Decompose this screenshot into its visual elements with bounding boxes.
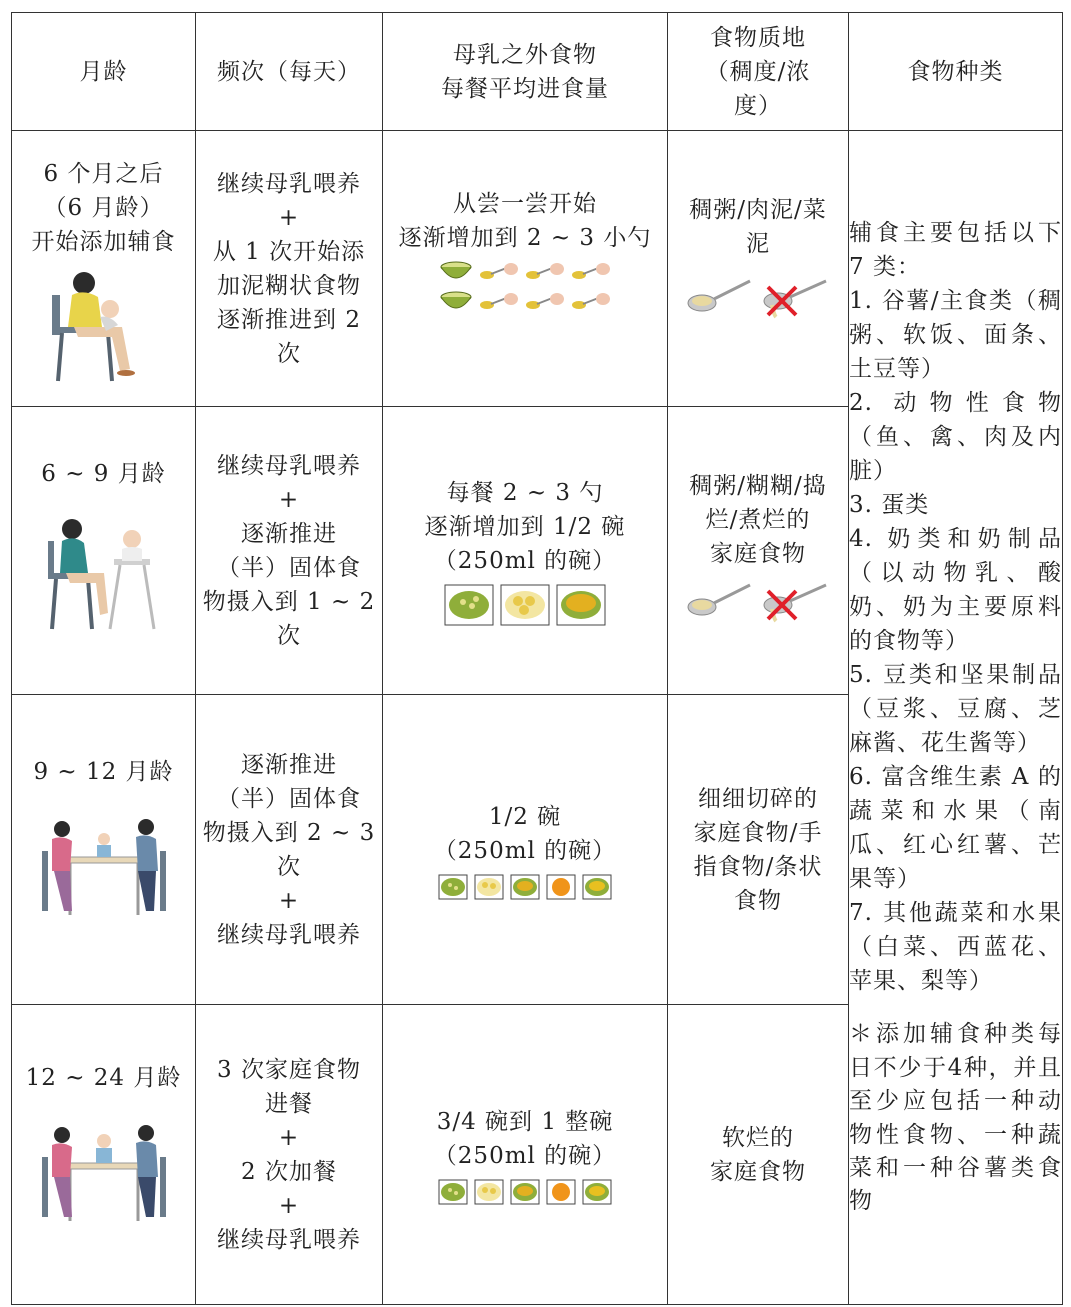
food-types-cell [849, 131, 1063, 1305]
header-row [12, 13, 1063, 131]
spoon-hand-icon [479, 291, 519, 313]
food-types-note: ＊添加辅食种类每日不少于4种，并且至少应包括一种动物性食物、一种蔬菜和一种谷薯类食物 [849, 1021, 1062, 1215]
age-cell: 12 ~ 24 月龄 [12, 1005, 196, 1305]
green-bowl-icon [438, 1179, 468, 1205]
yellow-bowl-icon [582, 1179, 612, 1205]
orange-icon [546, 874, 576, 900]
texture-cell: 软烂的 家庭食物 [668, 1005, 849, 1305]
feeding-guide-table [11, 12, 1063, 1305]
food-type-item: 6. 富含维生素 A 的蔬菜和水果（南瓜、红心红薯、芒果等） [849, 764, 1062, 893]
food-type-item: 5. 豆类和坚果制品（豆浆、豆腐、芝麻酱、花生酱等） [849, 662, 1062, 757]
header-types: 食物种类 [849, 13, 1063, 131]
food-type-item: 3. 蛋类 [849, 492, 930, 519]
family-meal-illustration [34, 811, 174, 921]
header-frequency: 频次（每天） [196, 13, 383, 131]
header-texture: 食物质地 （稠度/浓 度） [668, 13, 849, 131]
spoon-consistency-icons [668, 275, 848, 319]
table-row [12, 131, 1063, 407]
spoon-hand-icon [525, 261, 565, 283]
family-meal-illustration [34, 1117, 174, 1227]
texture-cell: 稠粥/糊糊/捣 烂/煮烂的 家庭食物 [668, 407, 849, 695]
yellow-bowl-icon [556, 584, 606, 626]
age-cell: 9 ~ 12 月龄 [12, 695, 196, 1005]
thick-spoon-icon [686, 579, 754, 619]
food-type-item: 7. 其他蔬菜和水果（白菜、西蓝花、苹果、梨等） [849, 900, 1062, 995]
yellow-bowl-icon [582, 874, 612, 900]
age-cell: 6 个月之后 （6 月龄） 开始添加辅食 [12, 131, 196, 407]
bowl-icon [439, 289, 473, 315]
header-age: 月龄 [12, 13, 196, 131]
spoon-consistency-icons [668, 579, 848, 623]
banana-bowl-icon [474, 874, 504, 900]
spoon-hand-icon [571, 291, 611, 313]
bowl-icon-row [383, 874, 667, 900]
amount-cell: 每餐 2 ~ 3 勺 逐渐增加到 1/2 碗 （250ml 的碗） [383, 407, 668, 695]
orange-icon [546, 1179, 576, 1205]
spoon-bowl-row [383, 259, 667, 285]
highchair-feeding-illustration [44, 513, 164, 633]
thick-spoon-icon [686, 275, 754, 315]
green-bowl-icon [444, 584, 494, 626]
amount-cell: 从尝一尝开始 逐渐增加到 2 ~ 3 小勺 [383, 131, 668, 407]
amount-cell: 3/4 碗到 1 整碗 （250ml 的碗） [383, 1005, 668, 1305]
frequency-cell: 继续母乳喂养 + 从 1 次开始添 加泥糊状食物 逐渐推进到 2 次 [196, 131, 383, 407]
spoon-hand-icon [571, 261, 611, 283]
banana-bowl-icon [500, 584, 550, 626]
texture-cell: 稠粥/肉泥/菜 泥 [668, 131, 849, 407]
yellow-bowl-icon [510, 874, 540, 900]
spoon-hand-icon [525, 291, 565, 313]
spoon-hand-icon [479, 261, 519, 283]
yellow-bowl-icon [510, 1179, 540, 1205]
age-cell: 6 ~ 9 月龄 [12, 407, 196, 695]
mother-feeding-illustration [44, 265, 164, 385]
runny-spoon-crossed-icon [762, 579, 830, 623]
frequency-cell: 逐渐推进 （半）固体食 物摄入到 2 ~ 3 次 + 继续母乳喂养 [196, 695, 383, 1005]
food-type-item: 2. 动物性食物（鱼、禽、肉及内脏） [849, 390, 1062, 485]
bowl-icon [439, 259, 473, 285]
bowl-icon-row [383, 584, 667, 626]
header-amount: 母乳之外食物 每餐平均进食量 [383, 13, 668, 131]
banana-bowl-icon [474, 1179, 504, 1205]
frequency-cell: 继续母乳喂养 + 逐渐推进 （半）固体食 物摄入到 1 ~ 2 次 [196, 407, 383, 695]
food-type-item: 4. 奶类和奶制品（以动物乳、酸奶、奶为主要原料的食物等） [849, 526, 1062, 655]
amount-cell: 1/2 碗 （250ml 的碗） [383, 695, 668, 1005]
food-type-item: 1. 谷薯/主食类（稠粥、软饭、面条、土豆等） [849, 288, 1062, 383]
green-bowl-icon [438, 874, 468, 900]
bowl-icon-row [383, 1179, 667, 1205]
frequency-cell: 3 次家庭食物 进餐 + 2 次加餐 + 继续母乳喂养 [196, 1005, 383, 1305]
texture-cell: 细细切碎的 家庭食物/手 指食物/条状 食物 [668, 695, 849, 1005]
spoon-bowl-row [383, 289, 667, 315]
food-type-item: 辅食主要包括以下 7 类： [849, 220, 1062, 281]
runny-spoon-crossed-icon [762, 275, 830, 319]
